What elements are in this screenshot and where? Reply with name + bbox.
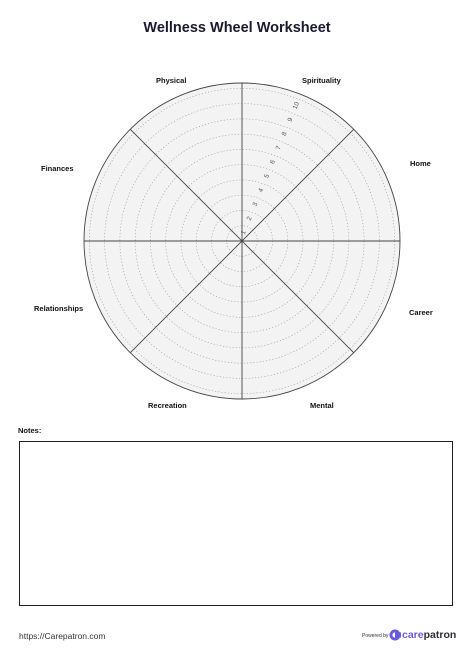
footer-url[interactable]: https://Carepatron.com	[19, 631, 106, 641]
scale-number: 5	[263, 173, 272, 180]
page-title: Wellness Wheel Worksheet	[143, 20, 331, 36]
powered-by-label: Powered by	[362, 633, 389, 639]
scale-number: 7	[274, 145, 283, 152]
segment-dividers	[84, 83, 400, 399]
scale-number: 1	[239, 229, 248, 236]
scale-number: 10	[291, 101, 302, 111]
brand-text-care: care	[402, 629, 424, 641]
scale-number: 6	[269, 159, 277, 166]
scale-number: 9	[286, 116, 295, 123]
notes-area[interactable]	[19, 441, 453, 606]
brand-text-patron: patron	[423, 629, 457, 641]
carepatron-logo-icon	[389, 629, 401, 641]
segment-label-spirituality: Spirituality	[302, 76, 341, 85]
carepatron-logo	[389, 628, 459, 644]
scale-number: 2	[245, 215, 254, 222]
segment-label-home: Home	[410, 159, 431, 168]
segment-label-mental: Mental	[310, 401, 334, 410]
scale-number: 3	[251, 201, 260, 208]
scale-number: 8	[280, 130, 289, 137]
scale-number: 4	[257, 187, 266, 194]
segment-label-recreation: Recreation	[148, 401, 187, 410]
segment-label-physical: Physical	[156, 76, 187, 85]
notes-label: Notes:	[18, 426, 42, 435]
segment-label-finances: Finances	[41, 164, 74, 173]
carepatron-logo-text	[402, 629, 456, 641]
segment-label-career: Career	[409, 308, 433, 317]
segment-label-relationships: Relationships	[34, 304, 84, 313]
